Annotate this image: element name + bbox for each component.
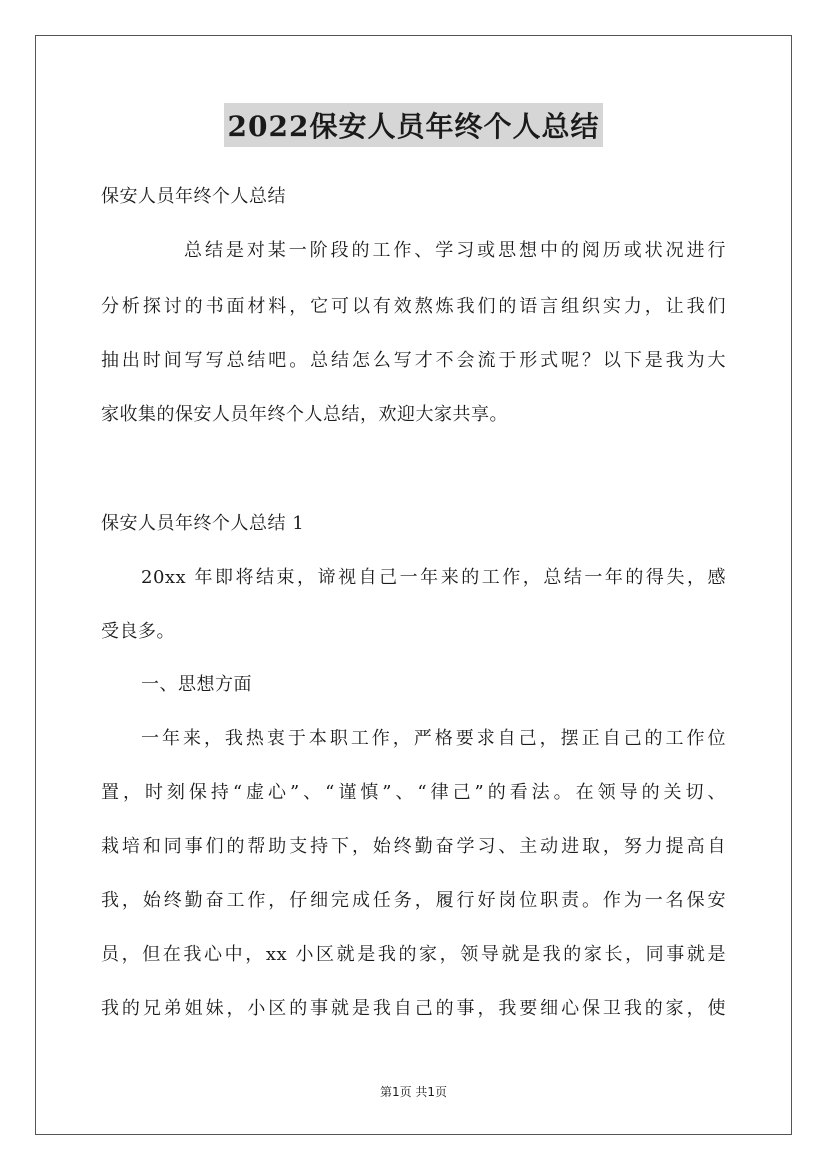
para2-line-3: 栽培和同事们的帮助支持下，始终勤奋学习、主动进取，努力提高自: [101, 836, 726, 857]
page-footer: 第1页 共1页: [379, 1085, 448, 1099]
sub-heading-thought: 一、思想方面: [141, 674, 252, 695]
subtitle: 保安人员年终个人总结: [101, 186, 286, 207]
title-container: [0, 103, 827, 147]
para2-line-2: 置，时刻保持“虚心”、“谨慎”、“律己”的看法。在领导的关切、: [101, 782, 726, 803]
intro-line-2: 分析探讨的书面材料，它可以有效熬炼我们的语言组织实力，让我们: [101, 296, 726, 317]
para2-line-4: 我，始终勤奋工作，仔细完成任务，履行好岗位职责。作为一名保安: [101, 890, 726, 911]
section-heading-1: 保安人员年终个人总结 1: [101, 513, 305, 534]
para2-line-6: 我的兄弟姐妹，小区的事就是我自己的事，我要细心保卫我的家，使: [101, 998, 726, 1019]
para2-line-5: 员，但在我心中，xx 小区就是我的家，领导就是我的家长，同事就是: [101, 944, 726, 965]
document-title: 2022保安人员年终个人总结: [224, 103, 604, 147]
para1-line-2: 受良多。: [101, 621, 175, 642]
intro-line-1: 总结是对某一阶段的工作、学习或思想中的阅历或状况进行: [184, 240, 726, 261]
intro-line-3: 抽出时间写写总结吧。总结怎么写才不会流于形式呢？以下是我为大: [101, 350, 726, 371]
intro-line-4: 家收集的保安人员年终个人总结，欢迎大家共享。: [101, 404, 508, 425]
para1-line-1: 20xx 年即将结束，谛视自己一年来的工作，总结一年的得失，感: [141, 567, 726, 588]
para2-line-1: 一年来，我热衷于本职工作，严格要求自己，摆正自己的工作位: [141, 728, 726, 749]
